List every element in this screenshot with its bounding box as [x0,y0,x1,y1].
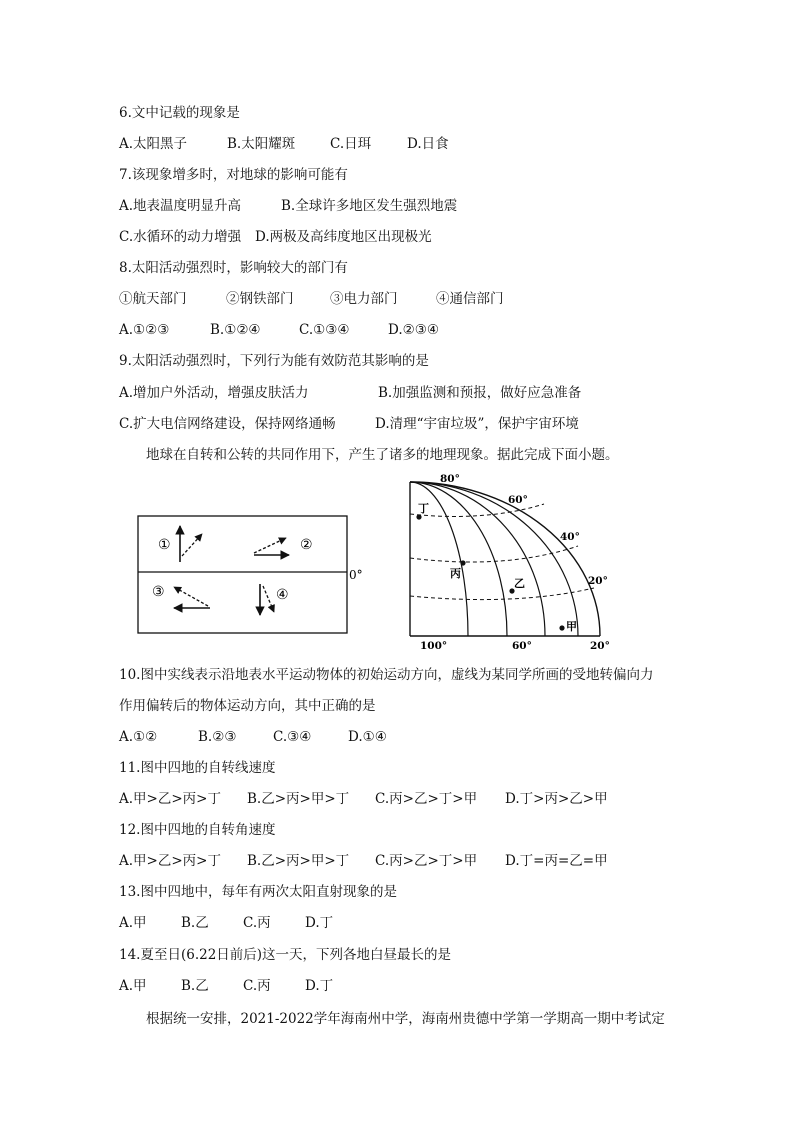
q7-options [119,197,457,215]
option[interactable]: D.②③④ [388,322,439,338]
option[interactable]: A.太阳黑子 [119,136,188,152]
q13-stem: 13.图中四地中，每年有两次太阳直射现象的是 [119,884,397,900]
arrow-label-2: ② [300,537,313,553]
q12-options [119,852,608,870]
diagram-frame [138,516,347,633]
option[interactable]: C.①③④ [299,322,350,338]
point-ding [416,514,421,519]
dashed-arrow-icon [263,586,274,612]
option[interactable]: A.甲>乙>丙>丁 [119,791,221,807]
q11-options [119,790,608,808]
option[interactable]: B.太阳耀斑 [227,136,296,152]
option[interactable]: B.①②④ [210,322,261,338]
option[interactable]: B.乙>丙>甲>丁 [247,853,350,869]
option[interactable]: C.扩大电信网络建设，保持网络通畅 [119,416,336,432]
q14-options [119,977,333,995]
q8-options [119,321,439,339]
option[interactable]: C.日珥 [330,136,372,152]
q6-options [119,135,449,153]
q12-stem: 12.图中四地的自转角速度 [119,822,276,838]
point-label-ding: 丁 [418,502,429,515]
equator-label: 0° [349,568,363,582]
q10-stem: 10.图中实线表示沿地表水平运动物体的初始运动方向，虚线为某同学所画的受地转偏向力 [119,667,654,683]
q8-items [119,290,504,308]
option[interactable]: D.两极及高纬度地区出现极光 [255,229,432,245]
point-jia [559,625,564,630]
option[interactable]: A.甲>乙>丙>丁 [119,853,221,869]
lat-label-60: 60° [508,494,528,506]
q7-stem: 7.该现象增多时，对地球的影响可能有 [119,167,348,183]
list-item: ③电力部门 [330,291,398,307]
list-item: ①航天部门 [119,291,187,307]
list-item: ④通信部门 [436,291,504,307]
point-label-bing: 丙 [450,567,461,580]
option[interactable]: C.③④ [273,729,312,745]
point-label-yi: 乙 [514,577,525,590]
option[interactable]: B.乙>丙>甲>丁 [247,791,350,807]
option[interactable]: D.①④ [348,729,387,745]
arrow-label-1: ① [158,537,171,553]
option[interactable]: C.丙>乙>丁>甲 [375,853,478,869]
option[interactable]: B.全球许多地区发生强烈地震 [281,198,458,214]
section-outro: 根据统一安排，2021-2022学年海南州中学，海南州贵德中学第一学期高一期中考试定 [146,1011,665,1027]
list-item: ②钢铁部门 [226,291,294,307]
option[interactable]: A.甲 [119,915,147,931]
q10-options [119,728,387,746]
option[interactable]: A.增加户外活动，增强皮肤活力 [119,385,309,401]
option[interactable]: B.乙 [181,915,209,931]
option[interactable]: C.丙>乙>丁>甲 [375,791,478,807]
option[interactable]: C.水循环的动力增强 [119,229,242,245]
q7-options-2 [119,228,432,246]
lon-label-100: 100° [420,640,448,652]
arrow-label-4: ④ [276,587,289,603]
dashed-arrow-icon [182,534,202,556]
option[interactable]: D.清理“宇宙垃圾”，保护宇宙环境 [375,416,579,432]
option[interactable]: D.丁>丙>乙>甲 [505,791,608,807]
meridian-20 [410,482,600,636]
option[interactable]: D.日食 [407,136,449,152]
q9-stem: 9.太阳活动强烈时，下列行为能有效防范其影响的是 [119,353,429,369]
lon-label-20: 20° [590,640,610,652]
q10-stem-2: 作用偏转后的物体运动方向，其中正确的是 [119,698,376,714]
option[interactable]: B.②③ [198,729,237,745]
q8-stem: 8.太阳活动强烈时，影响较大的部门有 [119,260,348,276]
option[interactable]: A.①② [119,729,158,745]
lat-label-20: 20° [588,575,608,587]
graticule-map [396,470,621,655]
option[interactable]: B.乙 [181,978,209,994]
q9-options-2 [119,415,579,433]
option[interactable]: C.丙 [243,978,271,994]
q13-options [119,914,333,932]
point-bing [460,560,465,565]
lat-label-80: 80° [440,473,460,485]
option[interactable]: A.甲 [119,978,147,994]
dashed-arrow-icon [174,587,208,606]
option[interactable]: A.①②③ [119,322,170,338]
arrow-label-3: ③ [152,584,165,600]
section-intro: 地球在自转和公转的共同作用下，产生了诸多的地理现象。据此完成下面小题。 [146,447,619,463]
q9-options [119,384,581,402]
lon-label-60: 60° [512,640,532,652]
option[interactable]: D.丁=丙=乙=甲 [505,853,608,869]
point-label-jia: 甲 [566,620,577,633]
option[interactable]: A.地表温度明显升高 [119,198,242,214]
option[interactable]: D.丁 [305,915,334,931]
option[interactable]: C.丙 [243,915,271,931]
lat-label-40: 40° [560,531,580,543]
q14-stem: 14.夏至日(6.22日前后)这一天，下列各地白昼最长的是 [119,947,452,963]
dashed-arrow-icon [254,538,286,553]
deflection-diagram [136,512,366,637]
q6-stem: 6.文中记载的现象是 [119,105,240,121]
q11-stem: 11.图中四地的自转线速度 [119,760,276,776]
option[interactable]: B.加强监测和预报，做好应急准备 [378,385,582,401]
option[interactable]: D.丁 [305,978,334,994]
